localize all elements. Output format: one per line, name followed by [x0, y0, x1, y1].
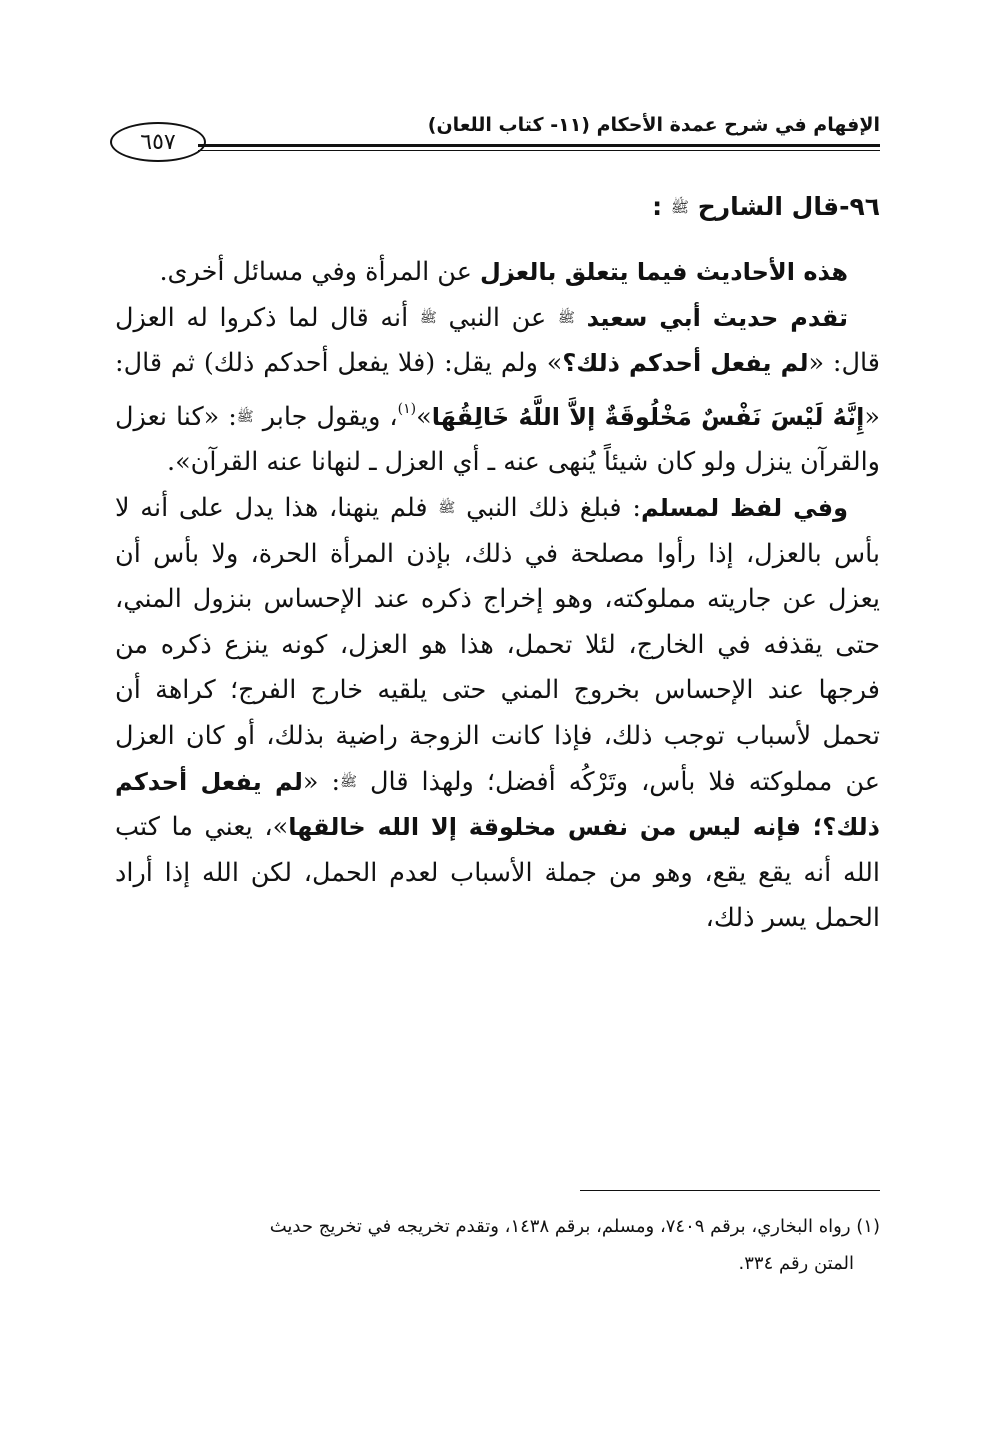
- text-run: عن النبي: [436, 302, 558, 333]
- text-run: ، ويقول جابر: [253, 401, 398, 432]
- hadith-quote: إِنَّهُ لَيْسَ نَفْسٌ مَخْلُوقَةٌ إلاَّ اللَّهُ خَالِقُهَا: [431, 402, 865, 431]
- honorific-glyph: ﷺ: [557, 309, 575, 326]
- footnote-separator: [580, 1190, 880, 1191]
- text-run: : «كنا نعزل والقرآن ينزل ولو كان شيئاً يُنهى عنه ـ أي العزل ـ لنهانا عنه القرآن».: [115, 401, 880, 478]
- section-heading-colon: :: [652, 192, 663, 221]
- section-heading-text: ٩٦-قال الشارح: [697, 192, 880, 221]
- text-run: فلم ينهنا، هذا يدل على أنه لا بأس بالعزل، إذا رأوا مصلحة في ذلك، بإذن المرأة الحرة، ولا بأس أن يعزل عن جاريته مملوكته، وهو إخراج ذكره عند الإحساس بنزول المني، حتى يقذفه في الخارج، لئلا تحمل، هذا هو العزل، كونه ينزع ذكره من فرجها عند الإحساس بخروج المني حتى يلقيه خارج الفرج؛ كراهة أن تحمل لأسباب توجب ذلك، فإذا كانت الزوجة راضية بذلك، أو كان العزل عن مملوكته فلا بأس، وتَرْكُه أفضل؛ ولهذا قال: [115, 492, 880, 797]
- honorific-glyph: ﷺ: [438, 499, 456, 516]
- honorific-glyph: ﷺ: [670, 198, 690, 216]
- text-run: : «: [302, 766, 341, 797]
- paragraph-2: [115, 296, 880, 486]
- text-run: » ولم يقل: (فلا يفعل أحدكم ذلك) ثم قال: «: [115, 348, 880, 432]
- bold-phrase: وفي لفظ لمسلم: [640, 493, 849, 522]
- text-run: : فبلغ ذلك النبي: [455, 492, 641, 523]
- header-rule-thick: [198, 144, 880, 147]
- text-run: »: [416, 401, 432, 432]
- footnote-1: [115, 1208, 880, 1282]
- paragraph-1: [115, 250, 880, 296]
- hadith-quote: لم يفعل أحدكم ذلك؟؛ فإنه ليس من نفس مخلوقة إلا الله خالقها: [115, 767, 880, 842]
- text-run: أنه قال لما ذكروا له العزل قال: «: [115, 302, 880, 379]
- body-text: [115, 250, 880, 942]
- paragraph-3: [115, 486, 880, 942]
- honorific-glyph: ﷺ: [236, 408, 254, 425]
- text-run: عن المرأة وفي مسائل أخرى.: [159, 257, 481, 287]
- footnote-line: المتن رقم ٣٣٤.: [738, 1253, 854, 1274]
- header-rule-thin: [198, 150, 880, 151]
- footnote-reference: (١): [397, 400, 417, 417]
- text-run: »، يعني ما كتب الله أنه يقع يقع، وهو من جملة الأسباب لعدم الحمل، لكن الله إذا أراد الحمل يسر ذلك،: [115, 812, 880, 934]
- honorific-glyph: ﷺ: [419, 309, 437, 326]
- running-header: [110, 110, 880, 162]
- header-title: الإفهام في شرح عمدة الأحكام (١١- كتاب اللعان): [427, 114, 880, 136]
- hadith-quote: لم يفعل أحدكم ذلك؟: [562, 349, 809, 378]
- footnote-line: (١) رواه البخاري، برقم ٧٤٠٩، ومسلم، برقم ١٤٣٨، وتقدم تخريجه في تخريج حديث: [269, 1216, 880, 1237]
- page-number: ٦٥٧: [110, 122, 206, 162]
- bold-phrase: تقدم حديث أبي سعيد: [586, 303, 848, 332]
- honorific-glyph: ﷺ: [340, 773, 357, 790]
- section-heading: [652, 192, 880, 221]
- bold-phrase: هذه الأحاديث فيما يتعلق بالعزل: [480, 258, 848, 286]
